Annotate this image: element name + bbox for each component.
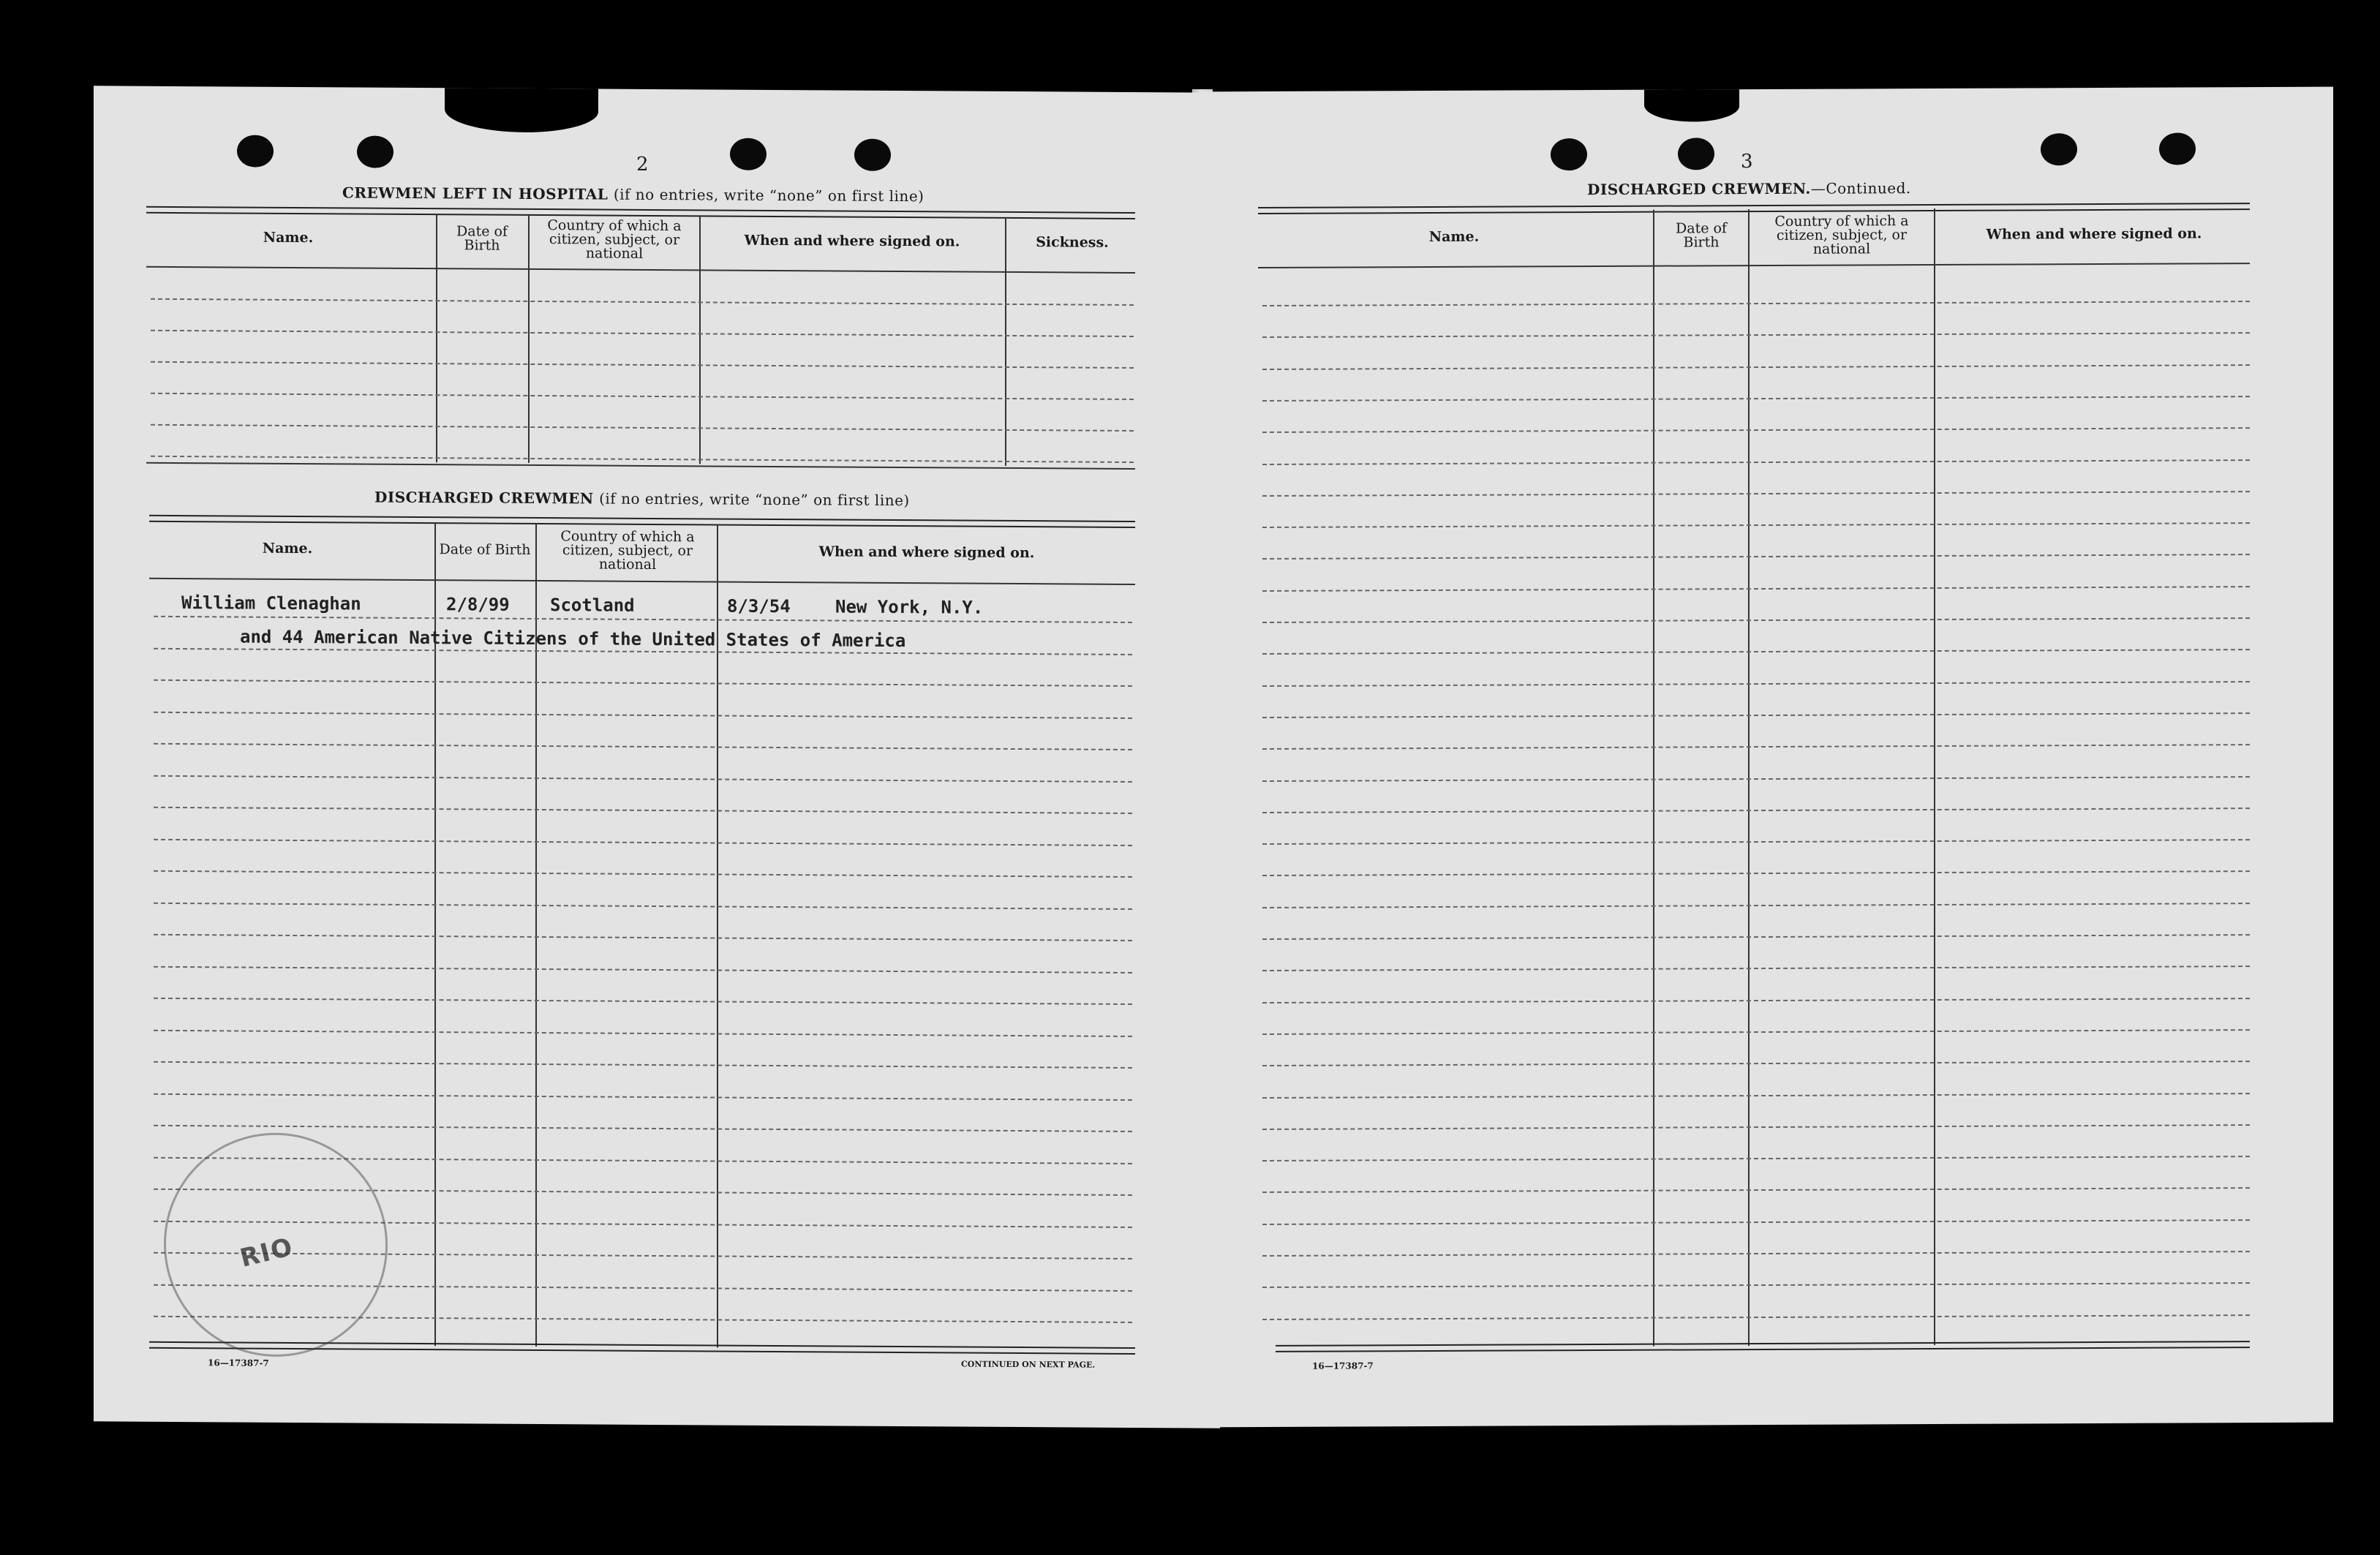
punch-hole — [2159, 132, 2196, 165]
ruled-line — [1262, 1124, 2250, 1130]
right-col-signed: When and where signed on. — [1986, 225, 2202, 243]
right-col-country: Country of which a citizen, subject, or national — [1774, 212, 1909, 257]
discharged-col-signed: When and where signed on. — [818, 543, 1035, 562]
discharged-col-dob: Date of Birth — [439, 541, 531, 558]
ruled-line — [1262, 301, 2250, 306]
punch-hole — [357, 135, 393, 167]
punch-hole — [854, 139, 891, 171]
ruled-line — [1262, 1188, 2250, 1194]
ruled-line — [1262, 617, 2250, 623]
ruled-line — [154, 1061, 1132, 1069]
ruled-line — [1262, 712, 2250, 718]
ruled-line — [1262, 491, 2250, 497]
ruled-line — [1262, 903, 2250, 908]
column-divider — [1005, 217, 1006, 466]
ruled-line — [1262, 681, 2250, 687]
entry-note: and 44 American Native Citizens of the United States of America — [240, 626, 906, 652]
table-bottom-rule — [146, 462, 1135, 470]
ruled-line — [1262, 1282, 2250, 1288]
hospital-col-signed: When and where signed on. — [744, 232, 960, 250]
header-rule — [149, 578, 1135, 585]
discharged-rows — [94, 86, 1220, 92]
discharged-section-title: DISCHARGED CREWMEN (if no entries, write “none” on first line) — [374, 488, 910, 510]
punch-hole — [237, 135, 274, 167]
right-col-name: Name. — [1428, 228, 1480, 246]
double-rule — [1276, 1341, 2250, 1352]
ruled-line — [1262, 459, 2250, 465]
ruled-line — [154, 807, 1132, 814]
ruled-line — [154, 775, 1132, 782]
ruled-line — [154, 902, 1132, 909]
ruled-line — [154, 934, 1132, 941]
right-col-dob: Date of Birth — [1676, 220, 1727, 251]
header-rule — [146, 266, 1135, 274]
ruled-line — [1262, 1251, 2250, 1257]
ruled-line — [154, 711, 1132, 718]
form-number: 16—17387-7 — [1312, 1360, 1374, 1371]
page-number: 2 — [636, 153, 649, 176]
left-page — [94, 86, 1220, 1428]
ruled-line — [151, 361, 1134, 369]
ruled-line — [1262, 1314, 2250, 1320]
hospital-col-sickness: Sickness. — [1036, 234, 1109, 251]
ruled-line — [154, 1029, 1132, 1036]
ruled-line — [151, 456, 1134, 463]
punch-hole — [2041, 133, 2077, 165]
ruled-line — [1262, 807, 2250, 813]
ruled-line — [1262, 776, 2250, 782]
ruled-line — [1262, 364, 2250, 370]
ruled-line — [151, 298, 1134, 306]
header-rule — [1258, 263, 2250, 268]
ruled-line — [1262, 1029, 2250, 1035]
ruled-line — [151, 393, 1134, 400]
ruled-line — [1262, 1219, 2250, 1225]
ruled-line — [1262, 744, 2250, 750]
punch-hole — [1678, 138, 1714, 170]
form-number: 16—17387-7 — [208, 1358, 269, 1368]
entry-signed-place: New York, N.Y. — [835, 596, 984, 618]
ruled-line — [1262, 1156, 2250, 1161]
ruled-line — [1262, 934, 2250, 940]
torn-edge — [445, 88, 598, 132]
hospital-col-name: Name. — [263, 229, 314, 246]
ruled-line — [1262, 427, 2250, 433]
ruled-line — [154, 743, 1132, 750]
discharged-col-name: Name. — [262, 540, 313, 557]
ruled-line — [1262, 649, 2250, 655]
ruled-line — [1262, 998, 2250, 1004]
ruled-line — [151, 330, 1134, 337]
continued-note: CONTINUED ON NEXT PAGE. — [961, 1359, 1096, 1370]
ruled-line — [1262, 965, 2250, 971]
ruled-line — [1262, 1061, 2250, 1066]
punch-hole — [730, 138, 767, 170]
right-rows — [1200, 87, 2333, 92]
torn-edge — [1644, 89, 1739, 122]
column-divider — [528, 214, 530, 463]
entry-dob: 2/8/99 — [446, 594, 510, 615]
ruled-line — [1262, 396, 2250, 402]
entry-name: William Clenaghan — [181, 592, 361, 614]
ruled-line — [1262, 1093, 2250, 1099]
stamp-text: RIO — [237, 1232, 297, 1273]
entry-country: Scotland — [550, 595, 635, 616]
ruled-line — [154, 998, 1132, 1005]
ruled-line — [1262, 871, 2250, 877]
hospital-col-country: Country of which a citizen, subject, or national — [547, 217, 682, 262]
ruled-line — [1262, 554, 2250, 560]
ruled-line — [154, 1125, 1132, 1132]
ruled-line — [154, 838, 1132, 846]
ruled-line — [1262, 522, 2250, 528]
ruled-line — [154, 870, 1132, 878]
hospital-section-title: CREWMEN LEFT IN HOSPITAL (if no entries, write “none” on first line) — [342, 184, 924, 206]
ruled-line — [151, 424, 1134, 432]
ruled-line — [154, 965, 1132, 973]
punch-hole — [1551, 138, 1587, 170]
ruled-line — [1262, 332, 2250, 338]
ruled-line — [154, 616, 1132, 623]
ruled-line — [1262, 586, 2250, 592]
ruled-line — [154, 1093, 1132, 1100]
ruled-line — [1262, 839, 2250, 845]
page-number: 3 — [1741, 151, 1753, 173]
column-divider — [436, 214, 437, 462]
right-page — [1200, 87, 2333, 1428]
entry-signed-date: 8/3/54 — [727, 595, 791, 617]
hospital-rows — [94, 86, 1220, 92]
discharged-continued-title: DISCHARGED CREWMEN.—Continued. — [1587, 179, 1911, 199]
discharged-col-country: Country of which a citizen, subject, or national — [560, 527, 695, 573]
ruled-line — [154, 679, 1132, 687]
hospital-col-dob: Date of Birth — [456, 223, 508, 254]
